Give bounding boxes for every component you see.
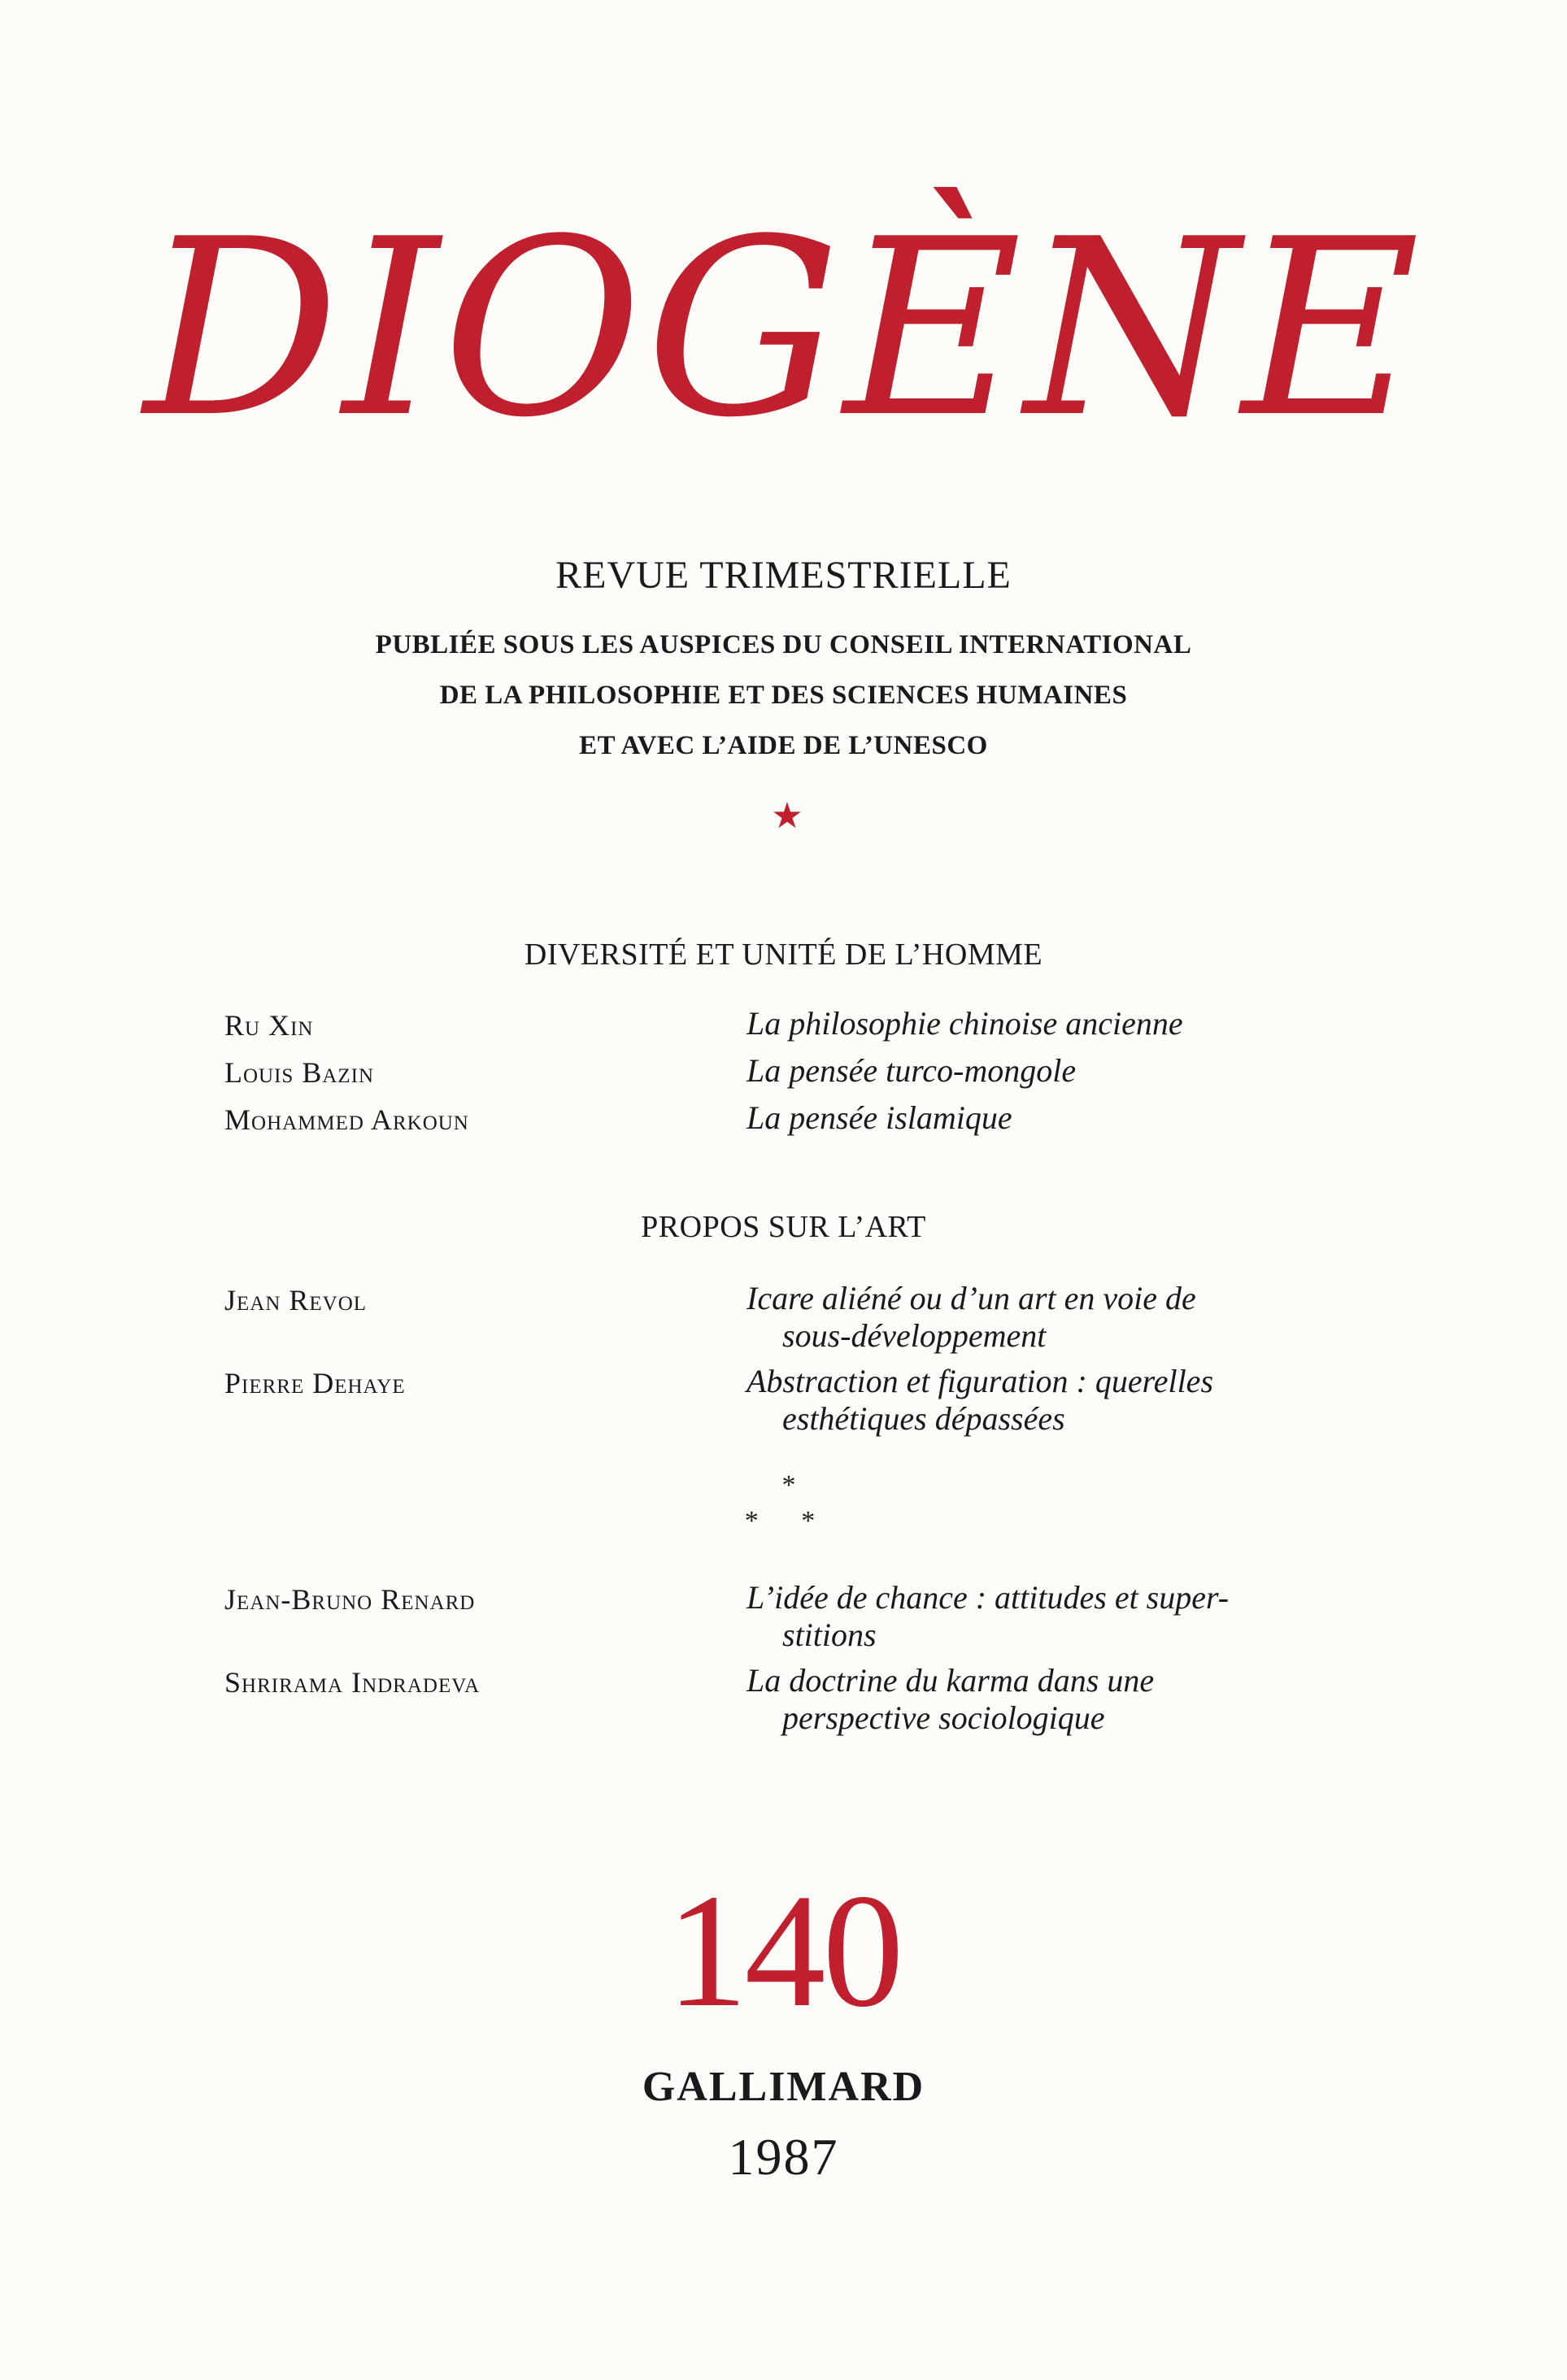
asterism-top: *	[781, 1470, 796, 1500]
toc-title	[747, 1099, 1355, 1137]
toc-title-line: La pensée turco-mongole	[747, 1052, 1077, 1089]
star-ornament-icon: ★	[771, 796, 803, 836]
toc-title	[747, 1005, 1355, 1042]
publisher-name: GALLIMARD	[642, 2064, 925, 2110]
toc-title	[747, 1662, 1355, 1737]
toc-author: Pierre Dehaye	[224, 1367, 406, 1399]
toc-title-line: La philosophie chinoise ancienne	[747, 1005, 1183, 1042]
toc-title	[747, 1579, 1355, 1654]
asterism-bottom: * *	[744, 1506, 834, 1536]
sponsor-line-2: DE LA PHILOSOPHIE ET DES SCIENCES HUMAINES	[439, 681, 1128, 710]
toc-title	[747, 1052, 1355, 1090]
toc-title-line: Abstraction et figuration : querelles	[747, 1363, 1214, 1399]
toc-author: Jean Revol	[224, 1284, 368, 1316]
sponsor-line-3: ET AVEC L’AIDE DE L’UNESCO	[579, 731, 988, 760]
toc-title-line: La pensée islamique	[747, 1099, 1012, 1136]
toc-title-line: stitions	[782, 1616, 877, 1653]
toc-title-line: Icare aliéné ou d’un art en voie de	[747, 1280, 1196, 1316]
publication-year: 1987	[728, 2128, 839, 2186]
journal-subtitle: REVUE TRIMESTRIELLE	[555, 554, 1012, 597]
issue-number: 140	[666, 1861, 901, 2041]
toc-title-line: esthétiques dépassées	[782, 1400, 1065, 1437]
section-heading-art: PROPOS SUR L’ART	[641, 1210, 926, 1244]
toc-title-line: L’idée de chance : attitudes et super-	[747, 1579, 1230, 1616]
journal-title: DIOGÈNE	[143, 187, 1424, 471]
toc-title	[747, 1363, 1355, 1438]
toc-title	[747, 1280, 1355, 1355]
toc-author: Mohammed Arkoun	[224, 1103, 469, 1136]
section-heading-diversite: DIVERSITÉ ET UNITÉ DE L’HOMME	[524, 938, 1043, 972]
toc-title-line: perspective sociologique	[782, 1699, 1105, 1736]
toc-title-line: sous-développement	[782, 1317, 1047, 1354]
sponsor-line-1: PUBLIÉE SOUS LES AUSPICES DU CONSEIL INTERNATIONAL	[375, 630, 1192, 659]
toc-author: Ru Xin	[224, 1009, 314, 1042]
toc-author: Louis Bazin	[224, 1056, 375, 1089]
toc-author: Jean-Bruno Renard	[224, 1583, 476, 1616]
toc-author: Shrirama Indradeva	[224, 1666, 481, 1699]
toc-title-line: La doctrine du karma dans une	[747, 1662, 1155, 1699]
